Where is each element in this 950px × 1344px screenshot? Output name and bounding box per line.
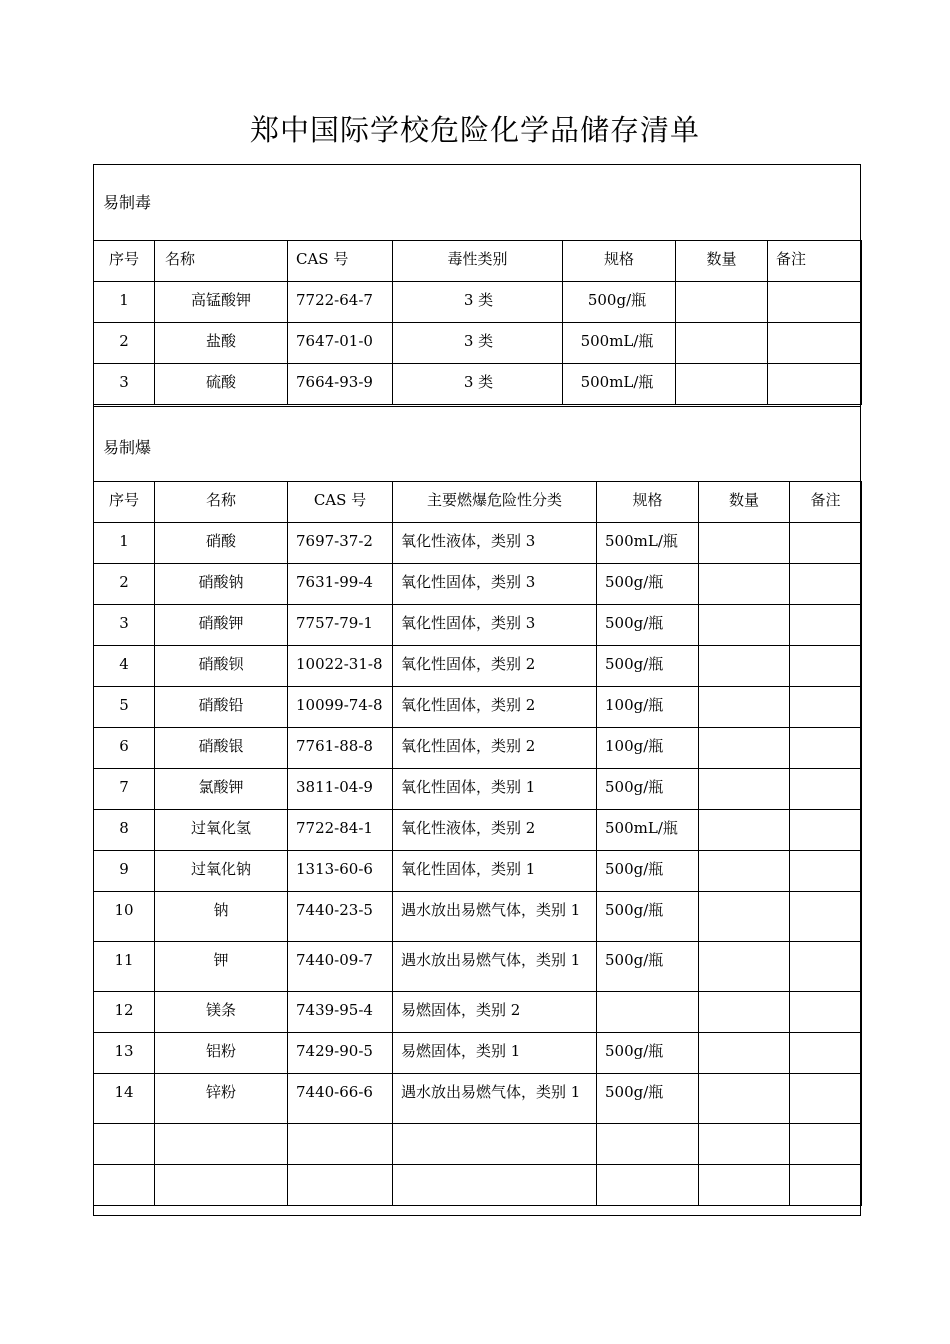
table-header-row (94, 241, 862, 282)
cell-cas: 7440-66-6 (288, 1074, 393, 1124)
column-header: 数量 (699, 482, 790, 523)
table-row (94, 646, 862, 687)
column-header: 备注 (768, 241, 862, 282)
cell-cas: 3811-04-9 (288, 769, 393, 810)
cell-remark (790, 892, 862, 942)
cell-remark (768, 323, 862, 364)
cell-category: 3 类 (393, 323, 563, 364)
cell-name (155, 1124, 288, 1165)
cell-remark (790, 810, 862, 851)
table-header-row (94, 482, 862, 523)
cell-index: 2 (94, 323, 155, 364)
cell-cas: 7722-84-1 (288, 810, 393, 851)
section-heading-label: 易制毒 (103, 193, 152, 212)
cell-name: 硝酸钠 (155, 564, 288, 605)
cell-cas: 7440-09-7 (288, 942, 393, 992)
cell-remark (790, 523, 862, 564)
cell-cas: 7631-99-4 (288, 564, 393, 605)
cell-remark (768, 282, 862, 323)
cell-quantity (699, 564, 790, 605)
cell-name (155, 1165, 288, 1206)
cell-index: 11 (94, 942, 155, 992)
cell-index: 10 (94, 892, 155, 942)
table-row (94, 523, 862, 564)
section-heading-precursor (93, 164, 861, 241)
cell-cas: 7440-23-5 (288, 892, 393, 942)
cell-index: 9 (94, 851, 155, 892)
cell-index: 3 (94, 605, 155, 646)
cell-cas: 7761-88-8 (288, 728, 393, 769)
cell-quantity (699, 687, 790, 728)
cell-quantity (699, 605, 790, 646)
cell-spec (597, 1124, 699, 1165)
cell-cas (288, 1124, 393, 1165)
cell-cas (288, 1165, 393, 1206)
section-heading-label: 易制爆 (103, 438, 152, 457)
cell-remark (790, 942, 862, 992)
cell-index: 7 (94, 769, 155, 810)
cell-quantity (699, 1074, 790, 1124)
cell-category: 3 类 (393, 282, 563, 323)
table-row (94, 992, 862, 1033)
section-heading-explosive (93, 406, 861, 482)
cell-quantity (699, 810, 790, 851)
cell-cas: 1313-60-6 (288, 851, 393, 892)
cell-name: 盐酸 (155, 323, 288, 364)
cell-spec: 500g/瓶 (597, 1033, 699, 1074)
cell-category: 氧化性固体，类别 2 (393, 646, 597, 687)
column-header: 主要燃爆危险性分类 (393, 482, 597, 523)
column-header: 备注 (790, 482, 862, 523)
cell-remark (790, 564, 862, 605)
column-header: 规格 (597, 482, 699, 523)
cell-index: 2 (94, 564, 155, 605)
column-header: 规格 (563, 241, 676, 282)
cell-cas: 7722-64-7 (288, 282, 393, 323)
cell-index: 13 (94, 1033, 155, 1074)
cell-name: 锌粉 (155, 1074, 288, 1124)
cell-spec: 500g/瓶 (563, 282, 676, 323)
cell-name: 硝酸银 (155, 728, 288, 769)
column-header: 名称 (155, 482, 288, 523)
cell-spec: 500mL/瓶 (597, 523, 699, 564)
cell-name: 钾 (155, 942, 288, 992)
table-row (94, 810, 862, 851)
table-row (94, 1033, 862, 1074)
cell-cas: 7697-37-2 (288, 523, 393, 564)
cell-spec: 500g/瓶 (597, 564, 699, 605)
cell-spec: 100g/瓶 (597, 687, 699, 728)
cell-remark (790, 646, 862, 687)
cell-cas: 7439-95-4 (288, 992, 393, 1033)
cell-spec: 500g/瓶 (597, 892, 699, 942)
cell-quantity (699, 1124, 790, 1165)
cell-spec: 500mL/瓶 (597, 810, 699, 851)
cell-quantity (699, 646, 790, 687)
cell-cas: 7757-79-1 (288, 605, 393, 646)
cell-quantity (699, 769, 790, 810)
cell-quantity (699, 892, 790, 942)
cell-spec: 500g/瓶 (597, 1074, 699, 1124)
cell-remark (790, 992, 862, 1033)
cell-index (94, 1165, 155, 1206)
cell-remark (790, 1074, 862, 1124)
cell-index: 5 (94, 687, 155, 728)
cell-category: 氧化性固体，类别 2 (393, 687, 597, 728)
table-row (94, 564, 862, 605)
cell-index: 14 (94, 1074, 155, 1124)
cell-spec: 500mL/瓶 (563, 323, 676, 364)
cell-cas: 10022-31-8 (288, 646, 393, 687)
cell-remark (790, 851, 862, 892)
cell-index: 1 (94, 282, 155, 323)
table-row (94, 728, 862, 769)
cell-index: 8 (94, 810, 155, 851)
cell-name: 过氧化钠 (155, 851, 288, 892)
cell-name: 硫酸 (155, 364, 288, 405)
cell-index: 3 (94, 364, 155, 405)
cell-category: 氧化性固体，类别 1 (393, 851, 597, 892)
cell-index: 1 (94, 523, 155, 564)
cell-name: 氯酸钾 (155, 769, 288, 810)
table-row (94, 282, 862, 323)
cell-spec: 100g/瓶 (597, 728, 699, 769)
column-header: CAS 号 (288, 482, 393, 523)
cell-category: 易燃固体，类别 2 (393, 992, 597, 1033)
cell-remark (790, 687, 862, 728)
cell-category: 氧化性固体，类别 3 (393, 605, 597, 646)
cell-name: 硝酸钡 (155, 646, 288, 687)
table-row (94, 851, 862, 892)
cell-remark (790, 728, 862, 769)
cell-quantity (676, 282, 768, 323)
cell-category: 遇水放出易燃气体，类别 1 (393, 1074, 597, 1124)
cell-category: 遇水放出易燃气体，类别 1 (393, 892, 597, 942)
table-row (94, 364, 862, 405)
cell-category: 氧化性固体，类别 1 (393, 769, 597, 810)
table-row (94, 942, 862, 992)
cell-name: 镁条 (155, 992, 288, 1033)
table-row (94, 687, 862, 728)
page-title: 郑中国际学校危险化学品储存清单 (249, 113, 700, 147)
table-row (94, 769, 862, 810)
cell-remark (790, 769, 862, 810)
cell-index: 4 (94, 646, 155, 687)
cell-quantity (699, 942, 790, 992)
table-row (94, 1074, 862, 1124)
column-header: 名称 (155, 241, 288, 282)
cell-spec: 500g/瓶 (597, 605, 699, 646)
cell-index: 6 (94, 728, 155, 769)
cell-remark (790, 1124, 862, 1165)
column-header: CAS 号 (288, 241, 393, 282)
cell-quantity (676, 323, 768, 364)
cell-name: 硝酸钾 (155, 605, 288, 646)
cell-quantity (676, 364, 768, 405)
cell-quantity (699, 851, 790, 892)
cell-quantity (699, 523, 790, 564)
cell-category: 氧化性固体，类别 2 (393, 728, 597, 769)
cell-spec (597, 1165, 699, 1206)
cell-category: 氧化性液体，类别 2 (393, 810, 597, 851)
cell-category: 氧化性固体，类别 3 (393, 564, 597, 605)
cell-remark (790, 605, 862, 646)
cell-remark (790, 1033, 862, 1074)
column-header: 序号 (94, 482, 155, 523)
cell-cas: 7647-01-0 (288, 323, 393, 364)
table-row (94, 1124, 862, 1165)
cell-spec: 500g/瓶 (597, 851, 699, 892)
cell-category (393, 1124, 597, 1165)
table-row (94, 892, 862, 942)
cell-spec: 500g/瓶 (597, 769, 699, 810)
cell-name: 铝粉 (155, 1033, 288, 1074)
cell-spec: 500g/瓶 (597, 646, 699, 687)
cell-spec: 500mL/瓶 (563, 364, 676, 405)
cell-name: 硝酸铅 (155, 687, 288, 728)
column-header: 毒性类别 (393, 241, 563, 282)
cell-name: 硝酸 (155, 523, 288, 564)
cell-name: 钠 (155, 892, 288, 942)
table-row (94, 605, 862, 646)
cell-category: 3 类 (393, 364, 563, 405)
cell-quantity (699, 992, 790, 1033)
cell-cas: 10099-74-8 (288, 687, 393, 728)
cell-category: 遇水放出易燃气体，类别 1 (393, 942, 597, 992)
cell-remark (768, 364, 862, 405)
cell-cas: 7664-93-9 (288, 364, 393, 405)
table-row (94, 1165, 862, 1206)
cell-spec (597, 992, 699, 1033)
cell-index: 12 (94, 992, 155, 1033)
cell-category: 易燃固体，类别 1 (393, 1033, 597, 1074)
cell-spec: 500g/瓶 (597, 942, 699, 992)
cell-name: 高锰酸钾 (155, 282, 288, 323)
table-row (94, 323, 862, 364)
cell-quantity (699, 1033, 790, 1074)
precursor-table (93, 240, 862, 405)
cell-category (393, 1165, 597, 1206)
cell-quantity (699, 728, 790, 769)
cell-category: 氧化性液体，类别 3 (393, 523, 597, 564)
explosive-precursor-table (93, 481, 862, 1206)
cell-index (94, 1124, 155, 1165)
column-header: 数量 (676, 241, 768, 282)
cell-cas: 7429-90-5 (288, 1033, 393, 1074)
cell-quantity (699, 1165, 790, 1206)
column-header: 序号 (94, 241, 155, 282)
cell-name: 过氧化氢 (155, 810, 288, 851)
cell-remark (790, 1165, 862, 1206)
